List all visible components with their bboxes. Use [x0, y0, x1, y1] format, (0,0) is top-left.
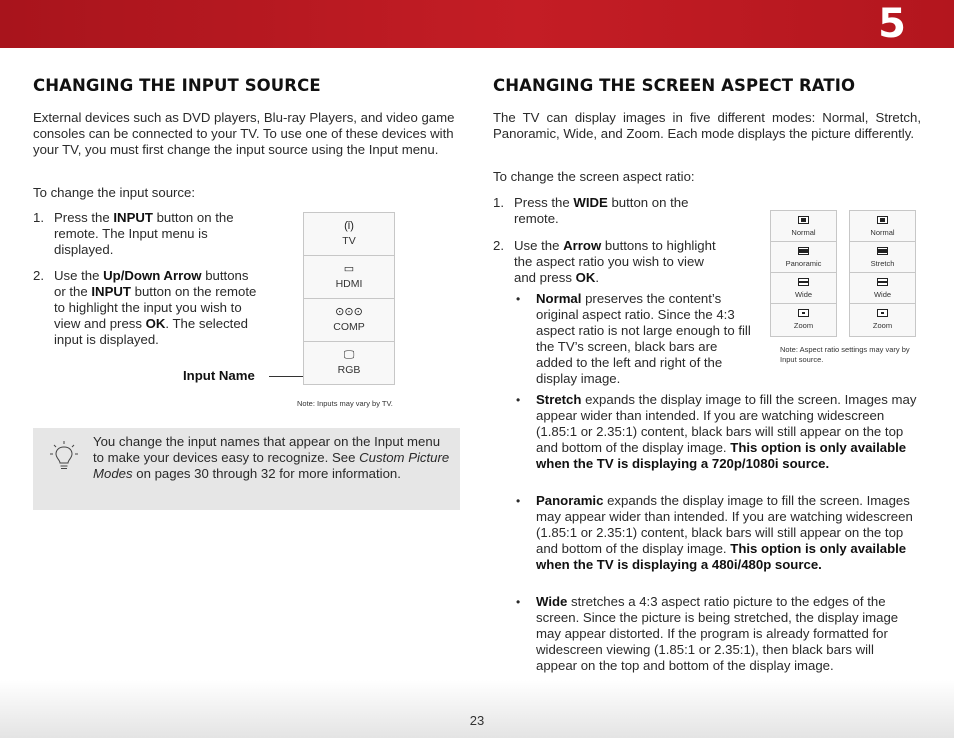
input-lead-text: To change the input source:	[33, 185, 196, 200]
hdmi-icon: ▭	[343, 263, 355, 275]
aspect-item	[850, 304, 915, 335]
inputs-note: Note: Inputs may vary by TV.	[297, 399, 393, 408]
aspect-menu-stretch-variant	[849, 210, 916, 337]
aspect-item	[771, 304, 836, 335]
step-number: 2.	[493, 238, 504, 253]
aspect-item	[850, 211, 915, 242]
input-menu-item-comp	[304, 299, 394, 342]
input-step-1: Press the INPUT button on the remote. The Input menu is displayed.	[54, 210, 234, 257]
aspect-panoramic-icon	[798, 247, 809, 255]
step-number: 1.	[33, 210, 44, 225]
aspect-label: Zoom	[872, 321, 893, 330]
bullet: •	[516, 393, 521, 407]
aspect-normal-icon	[798, 216, 809, 224]
aspect-note: Note: Aspect ratio settings may vary by Input source.	[780, 345, 910, 364]
input-menu-item-hdmi	[304, 256, 394, 299]
input-name-callout-label: Input Name	[183, 368, 255, 383]
aspect-label: Normal	[870, 228, 895, 237]
antenna-icon: (ǐ)	[344, 220, 354, 232]
input-step-2: Use the Up/Down Arrow buttons or the INPUT button on the remote to highlight the input you wish to view and press OK. The selected input is displayed.	[54, 268, 257, 347]
aspect-item	[850, 273, 915, 304]
aspect-label: Wide	[794, 290, 813, 299]
aspect-label: Zoom	[793, 321, 814, 330]
aspect-label: Wide	[873, 290, 892, 299]
aspect-menu-panoramic-variant	[770, 210, 837, 337]
page-footer	[0, 680, 954, 738]
aspect-intro-paragraph: The TV can display images in five different modes: Normal, Stretch, Panoramic, Wide, and Zoom. Each mode displays the picture differently.	[493, 110, 921, 141]
input-menu-label: RGB	[337, 364, 361, 376]
aspect-step-1: Press the WIDE button on the remote.	[514, 195, 689, 226]
input-menu-label: TV	[342, 235, 356, 247]
input-menu-item-tv	[304, 213, 394, 256]
input-intro-paragraph: External devices such as DVD players, Blu-ray Players, and video game consoles can be connected to your TV. To use one of these devices with your TV, you must first change the input source using the Input menu.	[33, 110, 455, 157]
aspect-label: Panoramic	[785, 259, 822, 268]
aspect-label: Stretch	[870, 259, 895, 268]
page-number: 23	[469, 713, 485, 728]
bullet-stretch: Stretch expands the display image to fill the screen. Images may appear wider than intended. If you are watching widescreen (1.85:1 or 2.35:1) content, black bars will still appear on the top and bottom of the display image. This option is only available when the TV is displaying a 720p/1080i source.	[536, 392, 917, 471]
aspect-wide-icon	[877, 278, 888, 286]
bullet: •	[516, 494, 521, 508]
bullet: •	[516, 595, 521, 609]
bullet-normal: Normal preserves the content’s original aspect ratio. Since the 4:3 aspect ratio is not large enough to fill the TV’s screen, black bars are added to the left and right of the display image.	[536, 291, 751, 386]
bullet-panoramic: Panoramic expands the display image to fill the screen. Images may appear wider than intended. If you are watching widescreen (1.85:1 or 2.35:1) content, black bars will still appear on the top and bottom of the display image. This option is only available when the TV is displaying a 480i/480p source.	[536, 493, 913, 572]
bullet: •	[516, 292, 521, 306]
input-menu-item-rgb	[304, 342, 394, 385]
aspect-lead-text: To change the screen aspect ratio:	[493, 169, 695, 184]
tip-text: You change the input names that appear on the Input menu to make your devices easy to recognize. See Custom Picture Modes on pages 30 through 32 for more information.	[93, 434, 450, 481]
aspect-wide-icon	[798, 278, 809, 286]
step-number: 2.	[33, 268, 44, 283]
monitor-icon: 🖵	[343, 349, 355, 361]
chapter-header-bar	[0, 0, 954, 48]
aspect-item	[771, 242, 836, 273]
aspect-item	[850, 242, 915, 273]
chapter-number: 5	[878, 1, 906, 47]
aspect-step-2: Use the Arrow buttons to highlight the aspect ratio you wish to view and press OK.	[514, 238, 716, 285]
aspect-stretch-icon	[877, 247, 888, 255]
lightbulb-icon	[49, 440, 79, 472]
aspect-label: Normal	[791, 228, 816, 237]
bullet-wide: Wide stretches a 4:3 aspect ratio picture to the edges of the screen. Since the picture is being stretched, the display image may appear distorted. If the program is already formatted for widescreen viewing (1.85:1 or 2.35:1), then black bars will appear on the top and bottom of the display image.	[536, 594, 899, 673]
input-menu-label: HDMI	[335, 278, 363, 290]
section-title-aspect-ratio: CHANGING THE SCREEN ASPECT RATIO	[493, 76, 856, 95]
aspect-zoom-icon	[798, 309, 809, 317]
step-number: 1.	[493, 195, 504, 210]
input-menu-illustration	[303, 212, 395, 385]
aspect-item	[771, 211, 836, 242]
component-icon: ⊙⊙⊙	[335, 306, 363, 318]
section-title-input-source: CHANGING THE INPUT SOURCE	[33, 76, 321, 95]
input-menu-label: COMP	[333, 321, 365, 333]
aspect-zoom-icon	[877, 309, 888, 317]
aspect-normal-icon	[877, 216, 888, 224]
tip-box	[33, 428, 460, 510]
aspect-item	[771, 273, 836, 304]
